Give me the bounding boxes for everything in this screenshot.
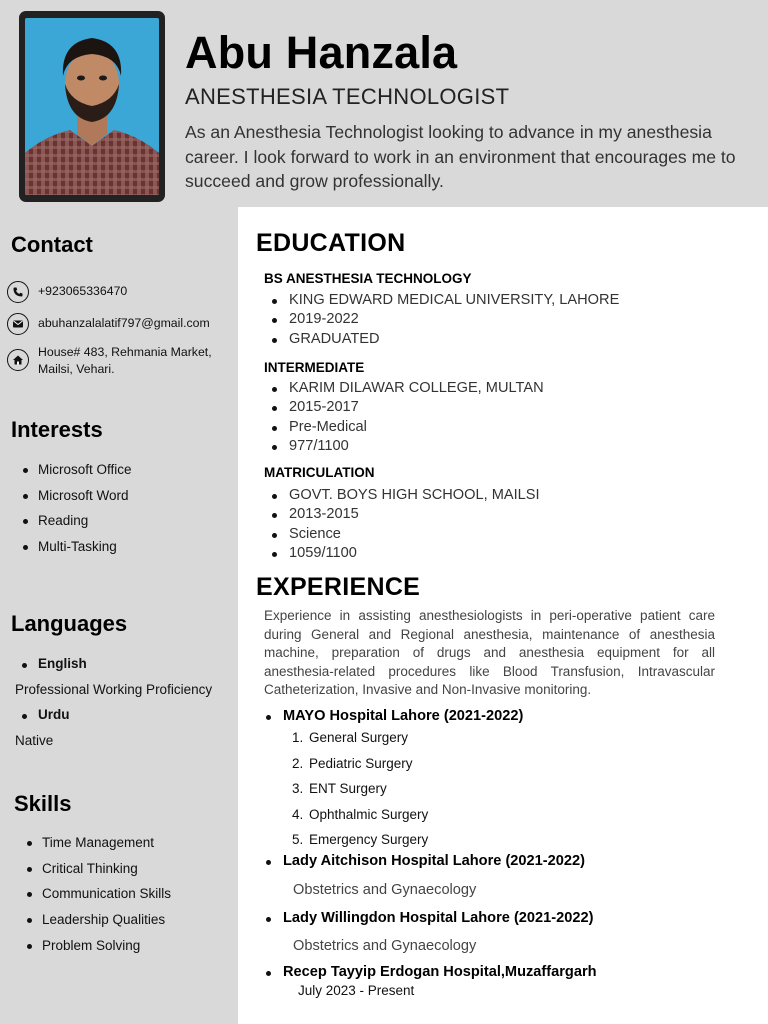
list-item: Communication Skills <box>27 884 171 910</box>
profile-photo <box>25 18 159 195</box>
experience-summary: Experience in assisting anesthesiologists in peri-operative patient care during General and Regional anesthesia, maintenance of anesthesia machine, preparation of drugs and anesthesia equipment for all anesthesia-related procedures like Blood Transfusion, Intravascular Catheterization, Invasive and Non-Invasive monitoring. <box>264 608 715 698</box>
hospital-name: MAYO Hospital Lahore (2021-2022) <box>264 708 523 724</box>
home-icon <box>7 349 29 371</box>
candidate-role: ANESTHESIA TECHNOLOGIST <box>185 84 510 109</box>
hospital-department: Obstetrics and Gynaecology <box>293 938 477 954</box>
list-item: 5. Emergency Surgery <box>292 832 429 847</box>
hospital-department: Obstetrics and Gynaecology <box>293 882 477 898</box>
list-item: Multi-Tasking <box>23 537 132 563</box>
skills-list <box>27 833 171 961</box>
languages-title: Languages <box>11 611 128 636</box>
contact-email <box>7 313 210 335</box>
education-title: EDUCATION <box>256 229 406 257</box>
list-item: Leadership Qualities <box>27 910 171 936</box>
list-item: 3. ENT Surgery <box>292 781 387 796</box>
education-details <box>272 291 619 349</box>
education-details <box>272 486 540 563</box>
candidate-name: Abu Hanzala <box>185 27 458 78</box>
list-item: Critical Thinking <box>27 859 171 885</box>
hospital-name: Lady Willingdon Hospital Lahore (2021-2022) <box>264 910 593 926</box>
list-item: GRADUATED <box>272 330 619 349</box>
contact-address <box>7 344 212 378</box>
position-date: July 2023 - Present <box>298 983 415 998</box>
list-item: 1059/1100 <box>272 544 540 563</box>
address-line-1: House# 483, Rehmania Market, <box>38 345 212 359</box>
email-address[interactable]: abuhanzalalatif797@gmail.com <box>38 316 210 330</box>
education-degree: MATRICULATION <box>264 465 375 480</box>
list-item: Time Management <box>27 833 171 859</box>
language-english-level: Professional Working Proficiency <box>15 682 213 697</box>
contact-title: Contact <box>11 232 93 257</box>
list-item: Problem Solving <box>27 936 171 962</box>
phone-number[interactable]: +923065336470 <box>38 284 128 298</box>
language-urdu: Urdu <box>13 707 70 722</box>
list-item: Science <box>272 525 540 544</box>
list-item: Reading <box>23 511 132 537</box>
list-item: 2. Pediatric Surgery <box>292 755 413 771</box>
education-details <box>272 379 544 456</box>
department-list <box>292 728 428 856</box>
header-band <box>0 0 768 207</box>
skills-title: Skills <box>14 791 72 816</box>
list-item: 1. General Surgery <box>292 730 409 745</box>
experience-title: EXPERIENCE <box>256 573 421 601</box>
interests-title: Interests <box>11 417 103 442</box>
list-item: 2019-2022 <box>272 310 619 329</box>
language-english: English <box>13 656 87 671</box>
education-degree: INTERMEDIATE <box>264 360 365 375</box>
list-item: Microsoft Word <box>23 486 132 512</box>
list-item: 2015-2017 <box>272 398 544 417</box>
profile-summary: As an Anesthesia Technologist looking to advance in my anesthesia career. I look forward to work in an environment that encourages me to succeed and grow professionally. <box>185 122 736 191</box>
hospital-name: Recep Tayyip Erdogan Hospital,Muzaffargarh <box>264 964 597 980</box>
contact-phone <box>7 281 127 303</box>
interests-list <box>23 460 132 563</box>
list-item: 4. Ophthalmic Surgery <box>292 806 429 822</box>
list-item: KING EDWARD MEDICAL UNIVERSITY, LAHORE <box>272 291 619 310</box>
list-item: Microsoft Office <box>23 460 132 486</box>
hospital-name: Lady Aitchison Hospital Lahore (2021-2022) <box>264 853 585 869</box>
phone-icon <box>7 281 29 303</box>
list-item: 2013-2015 <box>272 505 540 524</box>
mail-icon <box>7 313 29 335</box>
profile-photo-frame <box>19 11 165 202</box>
education-degree: BS ANESTHESIA TECHNOLOGY <box>264 271 472 286</box>
list-item: KARIM DILAWAR COLLEGE, MULTAN <box>272 379 544 398</box>
list-item: Pre-Medical <box>272 418 544 437</box>
address-line-2: Mailsi, Vehari. <box>38 362 115 376</box>
list-item: GOVT. BOYS HIGH SCHOOL, MAILSI <box>272 486 540 505</box>
list-item: 977/1100 <box>272 437 544 456</box>
language-urdu-level: Native <box>15 733 54 748</box>
